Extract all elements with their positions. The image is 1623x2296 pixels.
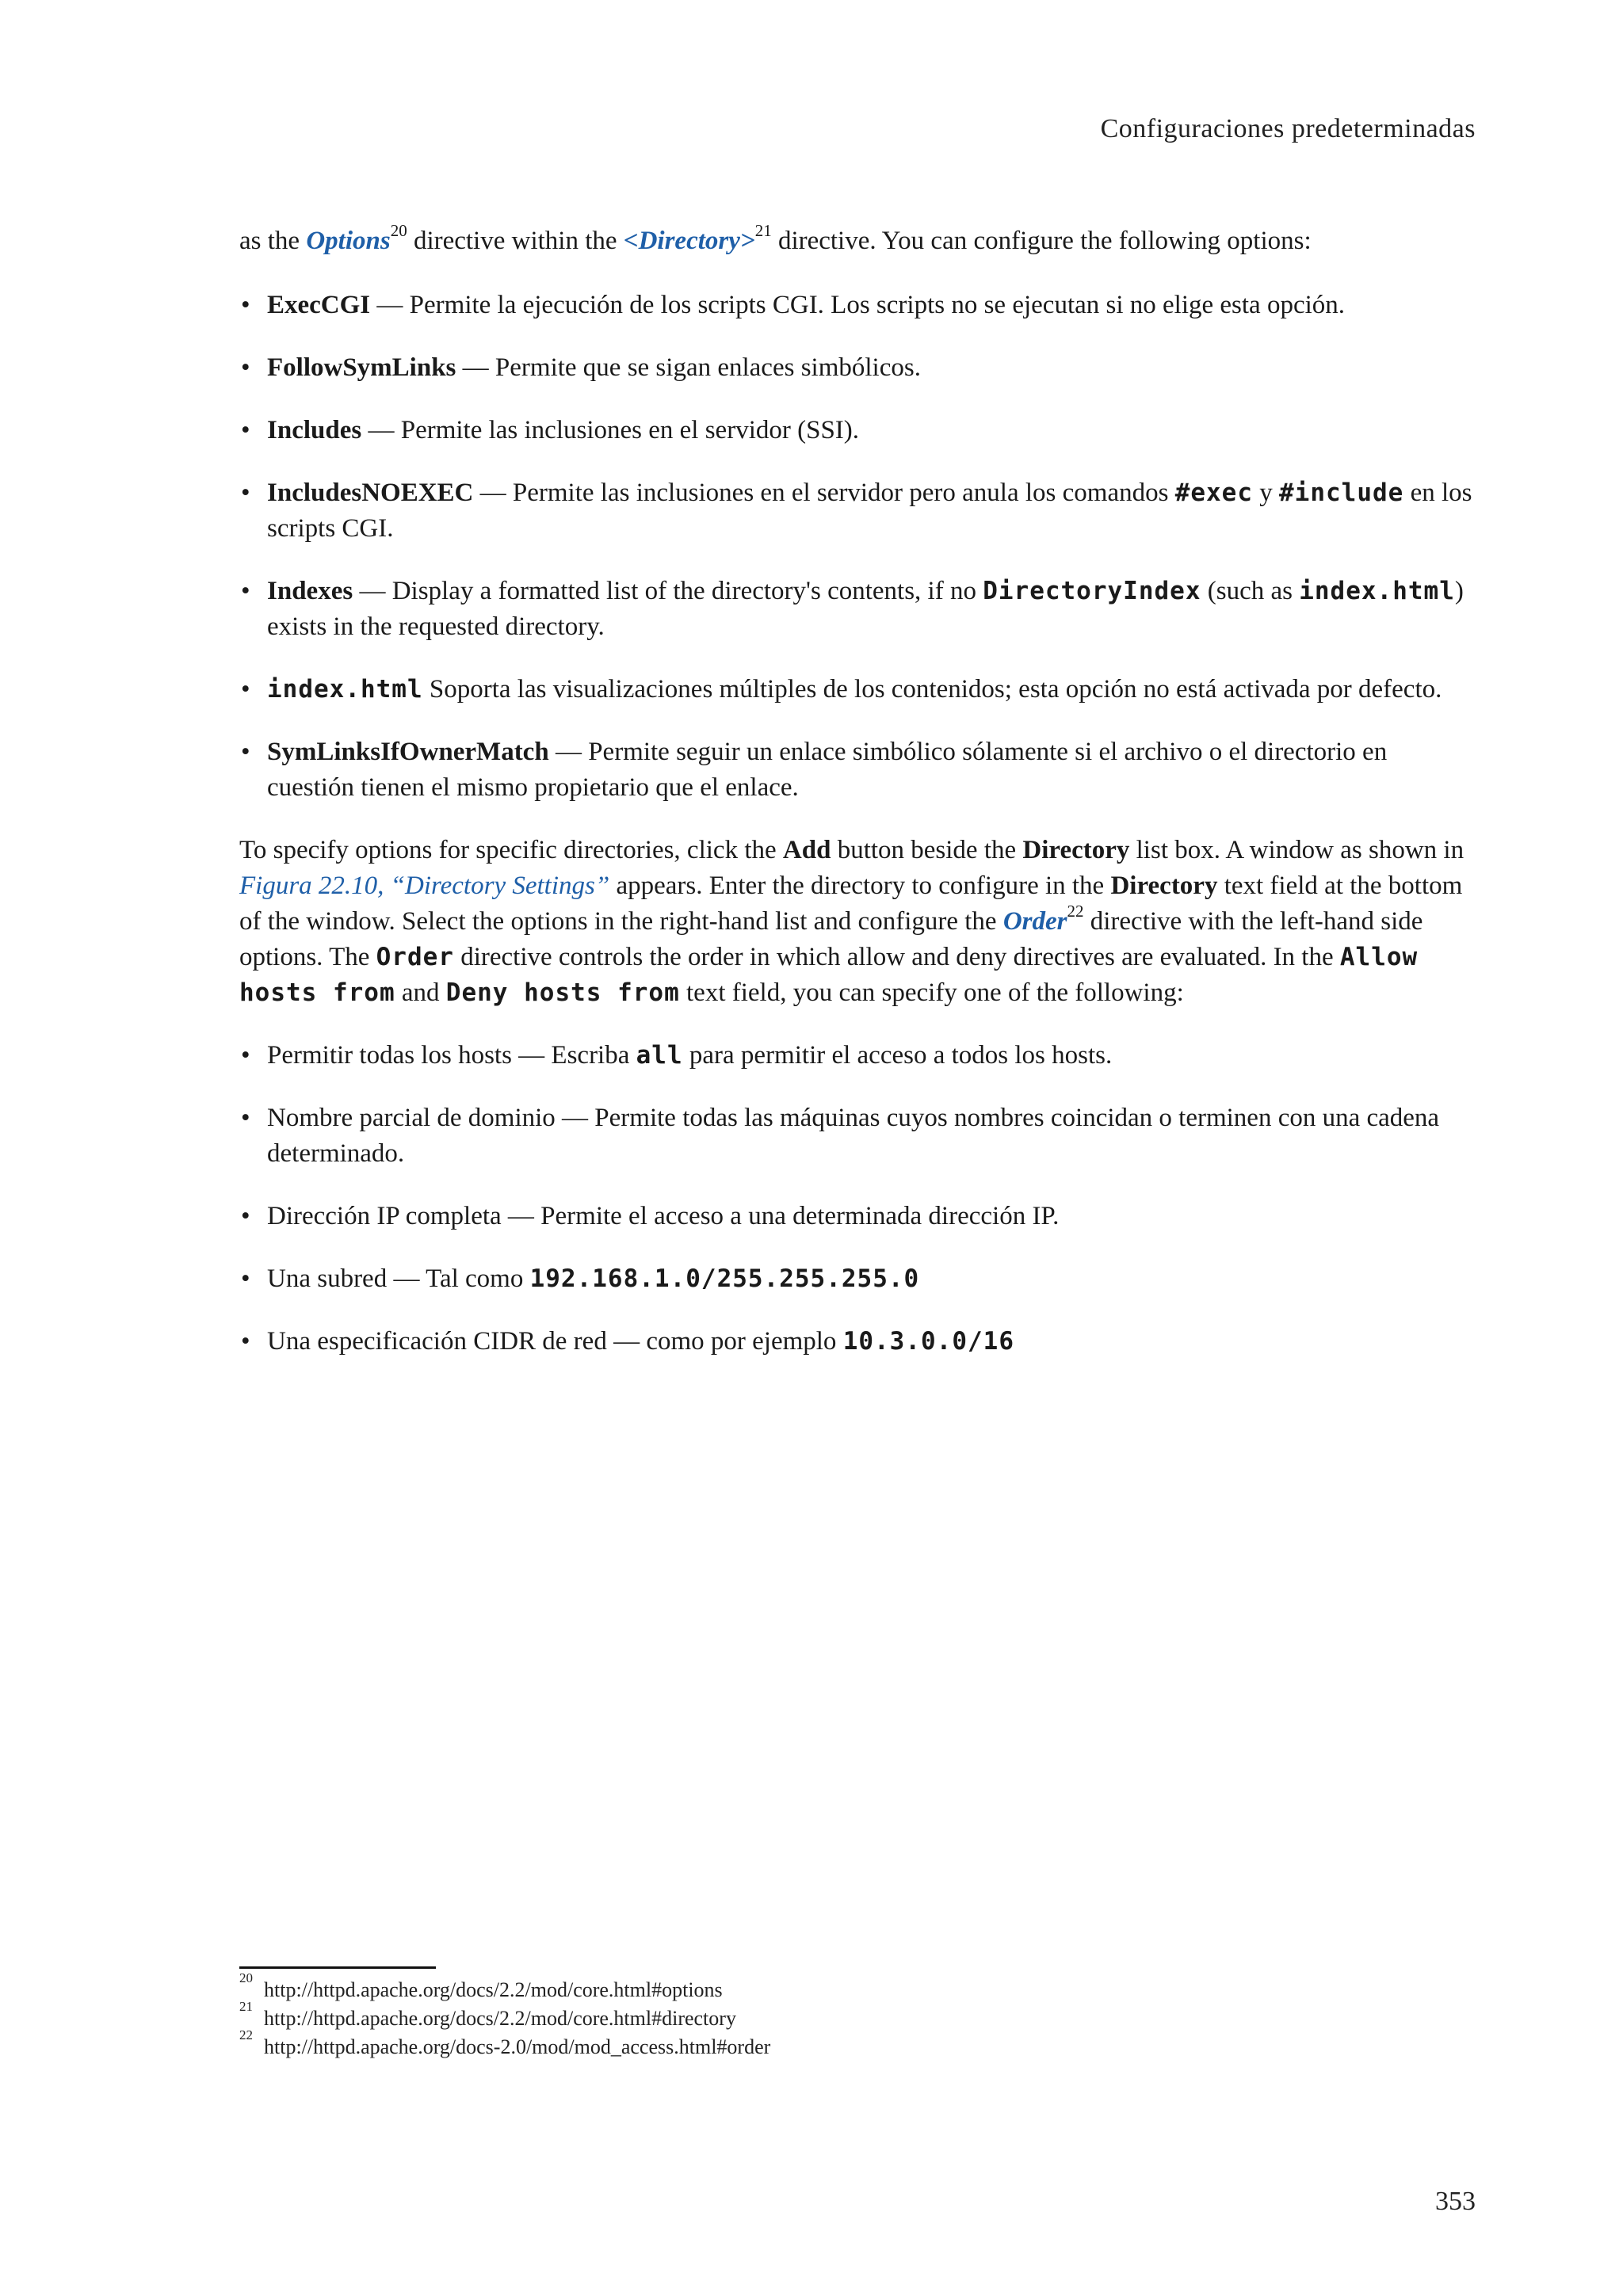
- list-item: [239, 1261, 1472, 1297]
- footnote-number: 20: [239, 1970, 253, 1986]
- footnote-divider: [239, 1966, 436, 1969]
- footnote-ref-20[interactable]: 20: [390, 221, 407, 240]
- list-item: [239, 475, 1472, 547]
- list-item: [239, 574, 1472, 645]
- para-text: directive controls the order in which allow and deny directives are evaluated. In the: [453, 943, 1340, 971]
- list-item: [239, 672, 1472, 707]
- option-desc: — Display a formatted list of the directory's contents, if no: [353, 577, 983, 605]
- host-text: para permitir el acceso a todos los hosts.: [682, 1041, 1113, 1070]
- page-number: 353: [1435, 2187, 1476, 2216]
- list-item: [239, 1100, 1472, 1172]
- option-term: ExecCGI: [267, 291, 371, 319]
- code-exec: #exec: [1174, 479, 1254, 507]
- host-text: Nombre parcial de dominio — Permite todas las máquinas cuyos nombres coincidan o terminen con una cadena determinado.: [267, 1104, 1440, 1168]
- option-desc: (such as: [1201, 577, 1300, 605]
- option-desc: ) exists in the requested directory.: [267, 577, 1464, 641]
- figure-link[interactable]: Figura 22.10, “Directory Settings”: [239, 871, 610, 900]
- option-term: Includes: [267, 416, 362, 444]
- directory-settings-paragraph: [239, 833, 1472, 1011]
- list-item: [239, 734, 1472, 806]
- directory-field-ref: Directory: [1110, 871, 1218, 900]
- para-text: appears. Enter the directory to configure in the: [609, 871, 1111, 900]
- footnote: [239, 2027, 771, 2061]
- option-desc: — Permite seguir un enlace simbólico sólamente si el archivo o el directorio en cuestión tienen el mismo propietario que el enlace.: [267, 738, 1388, 802]
- add-button-ref: Add: [782, 836, 831, 864]
- options-list: [239, 288, 1472, 806]
- hosts-list: [239, 1038, 1472, 1360]
- directory-ref: Directory: [1022, 836, 1130, 864]
- order-link[interactable]: Order: [1002, 907, 1067, 936]
- option-desc: — Permite las inclusiones en el servidor (SSI).: [361, 416, 860, 444]
- option-term: IncludesNOEXEC: [267, 479, 474, 507]
- option-desc: — Permite la ejecución de los scripts CGI. Los scripts no se ejecutan si no elige esta opción.: [370, 291, 1346, 319]
- para-text: directive with the left-hand side options. The: [239, 907, 1423, 971]
- intro-paragraph: [239, 223, 1472, 259]
- list-item: [239, 1038, 1472, 1074]
- intro-text-c: directive. You can configure the following options:: [771, 227, 1312, 255]
- list-item: [239, 1324, 1472, 1360]
- options-link[interactable]: Options: [306, 227, 391, 255]
- option-desc: y: [1253, 479, 1280, 507]
- code-include: #include: [1279, 479, 1404, 507]
- para-text: list box. A window as shown in: [1129, 836, 1465, 864]
- para-text: and: [395, 978, 446, 1007]
- option-desc: — Permite que se sigan enlaces simbólicos.: [456, 353, 921, 382]
- option-desc: en los scripts CGI.: [267, 479, 1472, 543]
- option-term: index.html: [267, 675, 423, 704]
- code-all: all: [636, 1041, 683, 1070]
- host-text: Una subred — Tal como: [267, 1264, 530, 1293]
- para-text: text field at the bottom of the window. Select the options in the right-hand list and configure the: [239, 871, 1463, 936]
- footnote: [239, 1999, 770, 2033]
- list-item: [239, 350, 1472, 386]
- para-text: text field, you can specify one of the following:: [679, 978, 1184, 1007]
- footnotes: [239, 1970, 771, 2061]
- code-index-html: index.html: [1299, 577, 1455, 605]
- footnote-ref-21[interactable]: 21: [754, 221, 772, 240]
- footnote-number: 21: [239, 1999, 253, 2015]
- footnote-url[interactable]: http://httpd.apache.org/docs/2.2/mod/core.html#directory: [264, 2007, 736, 2030]
- host-text: Dirección IP completa — Permite el acceso a una determinada dirección IP.: [267, 1202, 1060, 1230]
- deny-hosts-ref: Deny hosts from: [445, 978, 680, 1007]
- option-desc: Soporta las visualizaciones múltiples de los contenidos; esta opción no está activada por defecto.: [422, 675, 1442, 704]
- intro-text-b: directive within the: [407, 227, 624, 255]
- list-item: [239, 413, 1472, 448]
- footnote-url[interactable]: http://httpd.apache.org/docs-2.0/mod/mod_access.html#order: [264, 2035, 771, 2058]
- page-body: [239, 223, 1472, 1386]
- order-ref: Order: [376, 943, 454, 971]
- list-item: [239, 288, 1472, 323]
- footnote-url[interactable]: http://httpd.apache.org/docs/2.2/mod/core.html#options: [264, 1978, 723, 2001]
- list-item: [239, 1199, 1472, 1234]
- footnote: [239, 1970, 770, 2004]
- code-directoryindex: DirectoryIndex: [983, 577, 1201, 605]
- code-subnet: 192.168.1.0/255.255.255.0: [529, 1264, 920, 1293]
- code-cidr: 10.3.0.0/16: [842, 1327, 1014, 1356]
- running-header: Configuraciones predeterminadas: [1100, 114, 1476, 143]
- directory-link[interactable]: <Directory>: [623, 227, 755, 255]
- host-text: Una especificación CIDR de red — como por ejemplo: [267, 1327, 843, 1356]
- footnote-ref-22[interactable]: 22: [1067, 902, 1084, 921]
- allow-hosts-ref: Allow hosts from: [239, 943, 1419, 1007]
- intro-text-a: as the: [239, 227, 307, 255]
- option-term: FollowSymLinks: [267, 353, 456, 382]
- para-text: button beside the: [831, 836, 1023, 864]
- footnote-number: 22: [239, 2027, 253, 2043]
- option-term: SymLinksIfOwnerMatch: [267, 738, 549, 766]
- option-term: Indexes: [267, 577, 353, 605]
- host-text: Permitir todas los hosts — Escriba: [267, 1041, 636, 1070]
- option-desc: — Permite las inclusiones en el servidor pero anula los comandos: [473, 479, 1175, 507]
- para-text: To specify options for specific directories, click the: [239, 836, 783, 864]
